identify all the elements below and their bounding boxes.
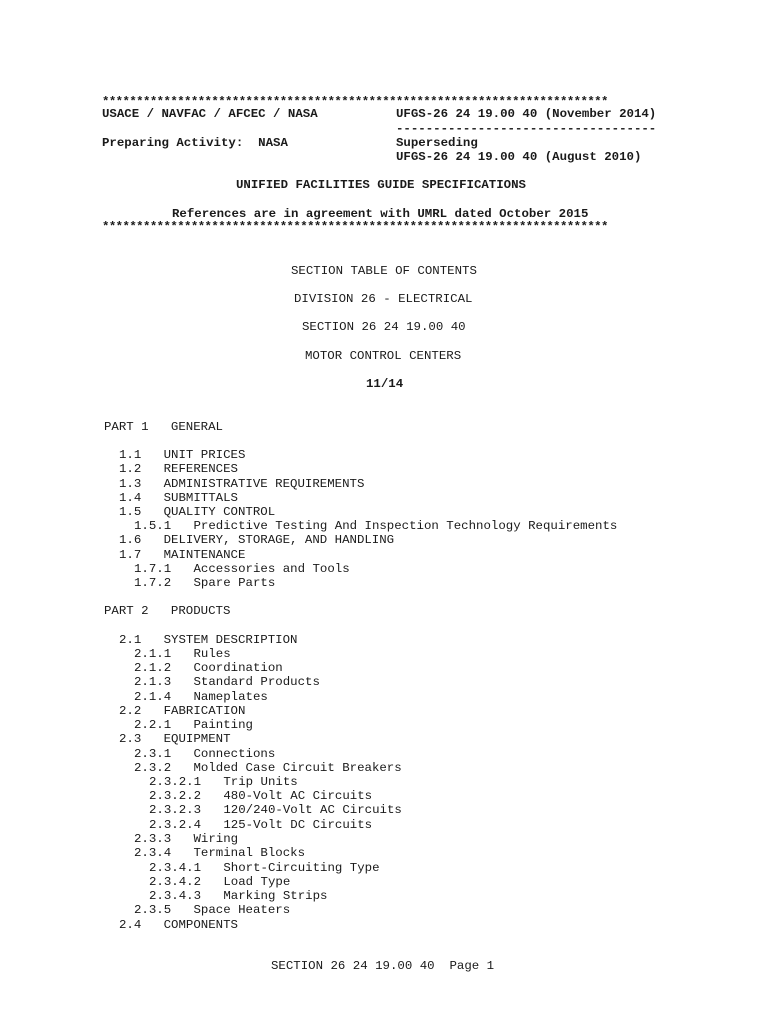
toc-item: 2.3.3 Wiring [134, 832, 239, 846]
toc-item: 2.3.2.4 125-Volt DC Circuits [149, 818, 373, 832]
toc-item: 1.6 DELIVERY, STORAGE, AND HANDLING [119, 533, 395, 547]
toc-item: 1.7 MAINTENANCE [119, 548, 246, 562]
division-title: DIVISION 26 - ELECTRICAL [294, 292, 473, 306]
toc-item: 2.3.2.2 480-Volt AC Circuits [149, 789, 373, 803]
toc-item: 1.7.2 Spare Parts [134, 576, 276, 590]
toc-item: 2.3.2 Molded Case Circuit Breakers [134, 761, 402, 775]
toc-item: 1.5 QUALITY CONTROL [119, 505, 276, 519]
toc-item: 2.3 EQUIPMENT [119, 732, 231, 746]
toc-item: 2.3.4.1 Short-Circuiting Type [149, 861, 380, 875]
toc-item: 2.3.4 Terminal Blocks [134, 846, 306, 860]
page-footer: SECTION 26 24 19.00 40 Page 1 [271, 959, 495, 973]
references-note: References are in agreement with UMRL dated October 2015 [172, 207, 589, 221]
toc-item: 2.2.1 Painting [134, 718, 253, 732]
toc-item: 2.1 SYSTEM DESCRIPTION [119, 633, 298, 647]
toc-item: 1.4 SUBMITTALS [119, 491, 238, 505]
header-superseding: Superseding [396, 136, 478, 150]
toc-item: 2.3.2.3 120/240-Volt AC Circuits [149, 803, 402, 817]
toc-title: SECTION TABLE OF CONTENTS [291, 264, 477, 278]
guide-title: UNIFIED FACILITIES GUIDE SPECIFICATIONS [236, 178, 526, 192]
toc-item: 1.3 ADMINISTRATIVE REQUIREMENTS [119, 477, 365, 491]
header-superseded-ufgs: UFGS-26 24 19.00 40 (August 2010) [396, 150, 642, 164]
toc-item: 2.3.4.3 Marking Strips [149, 889, 328, 903]
header-dashes: ----------------------------------- [396, 122, 657, 136]
toc-part-2: PART 2 PRODUCTS [104, 604, 231, 618]
section-subject: MOTOR CONTROL CENTERS [305, 349, 462, 363]
header-agency: USACE / NAVFAC / AFCEC / NASA [102, 107, 318, 121]
header-stars-top: ************************************************************************** [102, 95, 608, 109]
toc-item: 1.7.1 Accessories and Tools [134, 562, 350, 576]
toc-item: 2.3.4.2 Load Type [149, 875, 291, 889]
toc-item: 2.4 COMPONENTS [119, 918, 238, 932]
toc-item: 1.5.1 Predictive Testing And Inspection Technology Requirements [134, 519, 618, 533]
toc-item: 2.3.5 Space Heaters [134, 903, 291, 917]
toc-item: 2.1.2 Coordination [134, 661, 283, 675]
header-ufgs-number: UFGS-26 24 19.00 40 (November 2014) [396, 107, 657, 121]
date-code: 11/14 [366, 377, 404, 391]
toc-item: 2.3.2.1 Trip Units [149, 775, 298, 789]
toc-item: 2.2 FABRICATION [119, 704, 246, 718]
toc-item: 1.2 REFERENCES [119, 462, 238, 476]
toc-item: 2.1.3 Standard Products [134, 675, 320, 689]
toc-item: 2.1.1 Rules [134, 647, 231, 661]
header-stars-bottom: ************************************************************************** [102, 220, 608, 234]
toc-item: 2.1.4 Nameplates [134, 690, 268, 704]
toc-item: 2.3.1 Connections [134, 747, 276, 761]
toc-part-1: PART 1 GENERAL [104, 420, 223, 434]
header-preparing-activity: Preparing Activity: NASA [102, 136, 288, 150]
section-number: SECTION 26 24 19.00 40 [302, 320, 466, 334]
toc-item: 1.1 UNIT PRICES [119, 448, 246, 462]
